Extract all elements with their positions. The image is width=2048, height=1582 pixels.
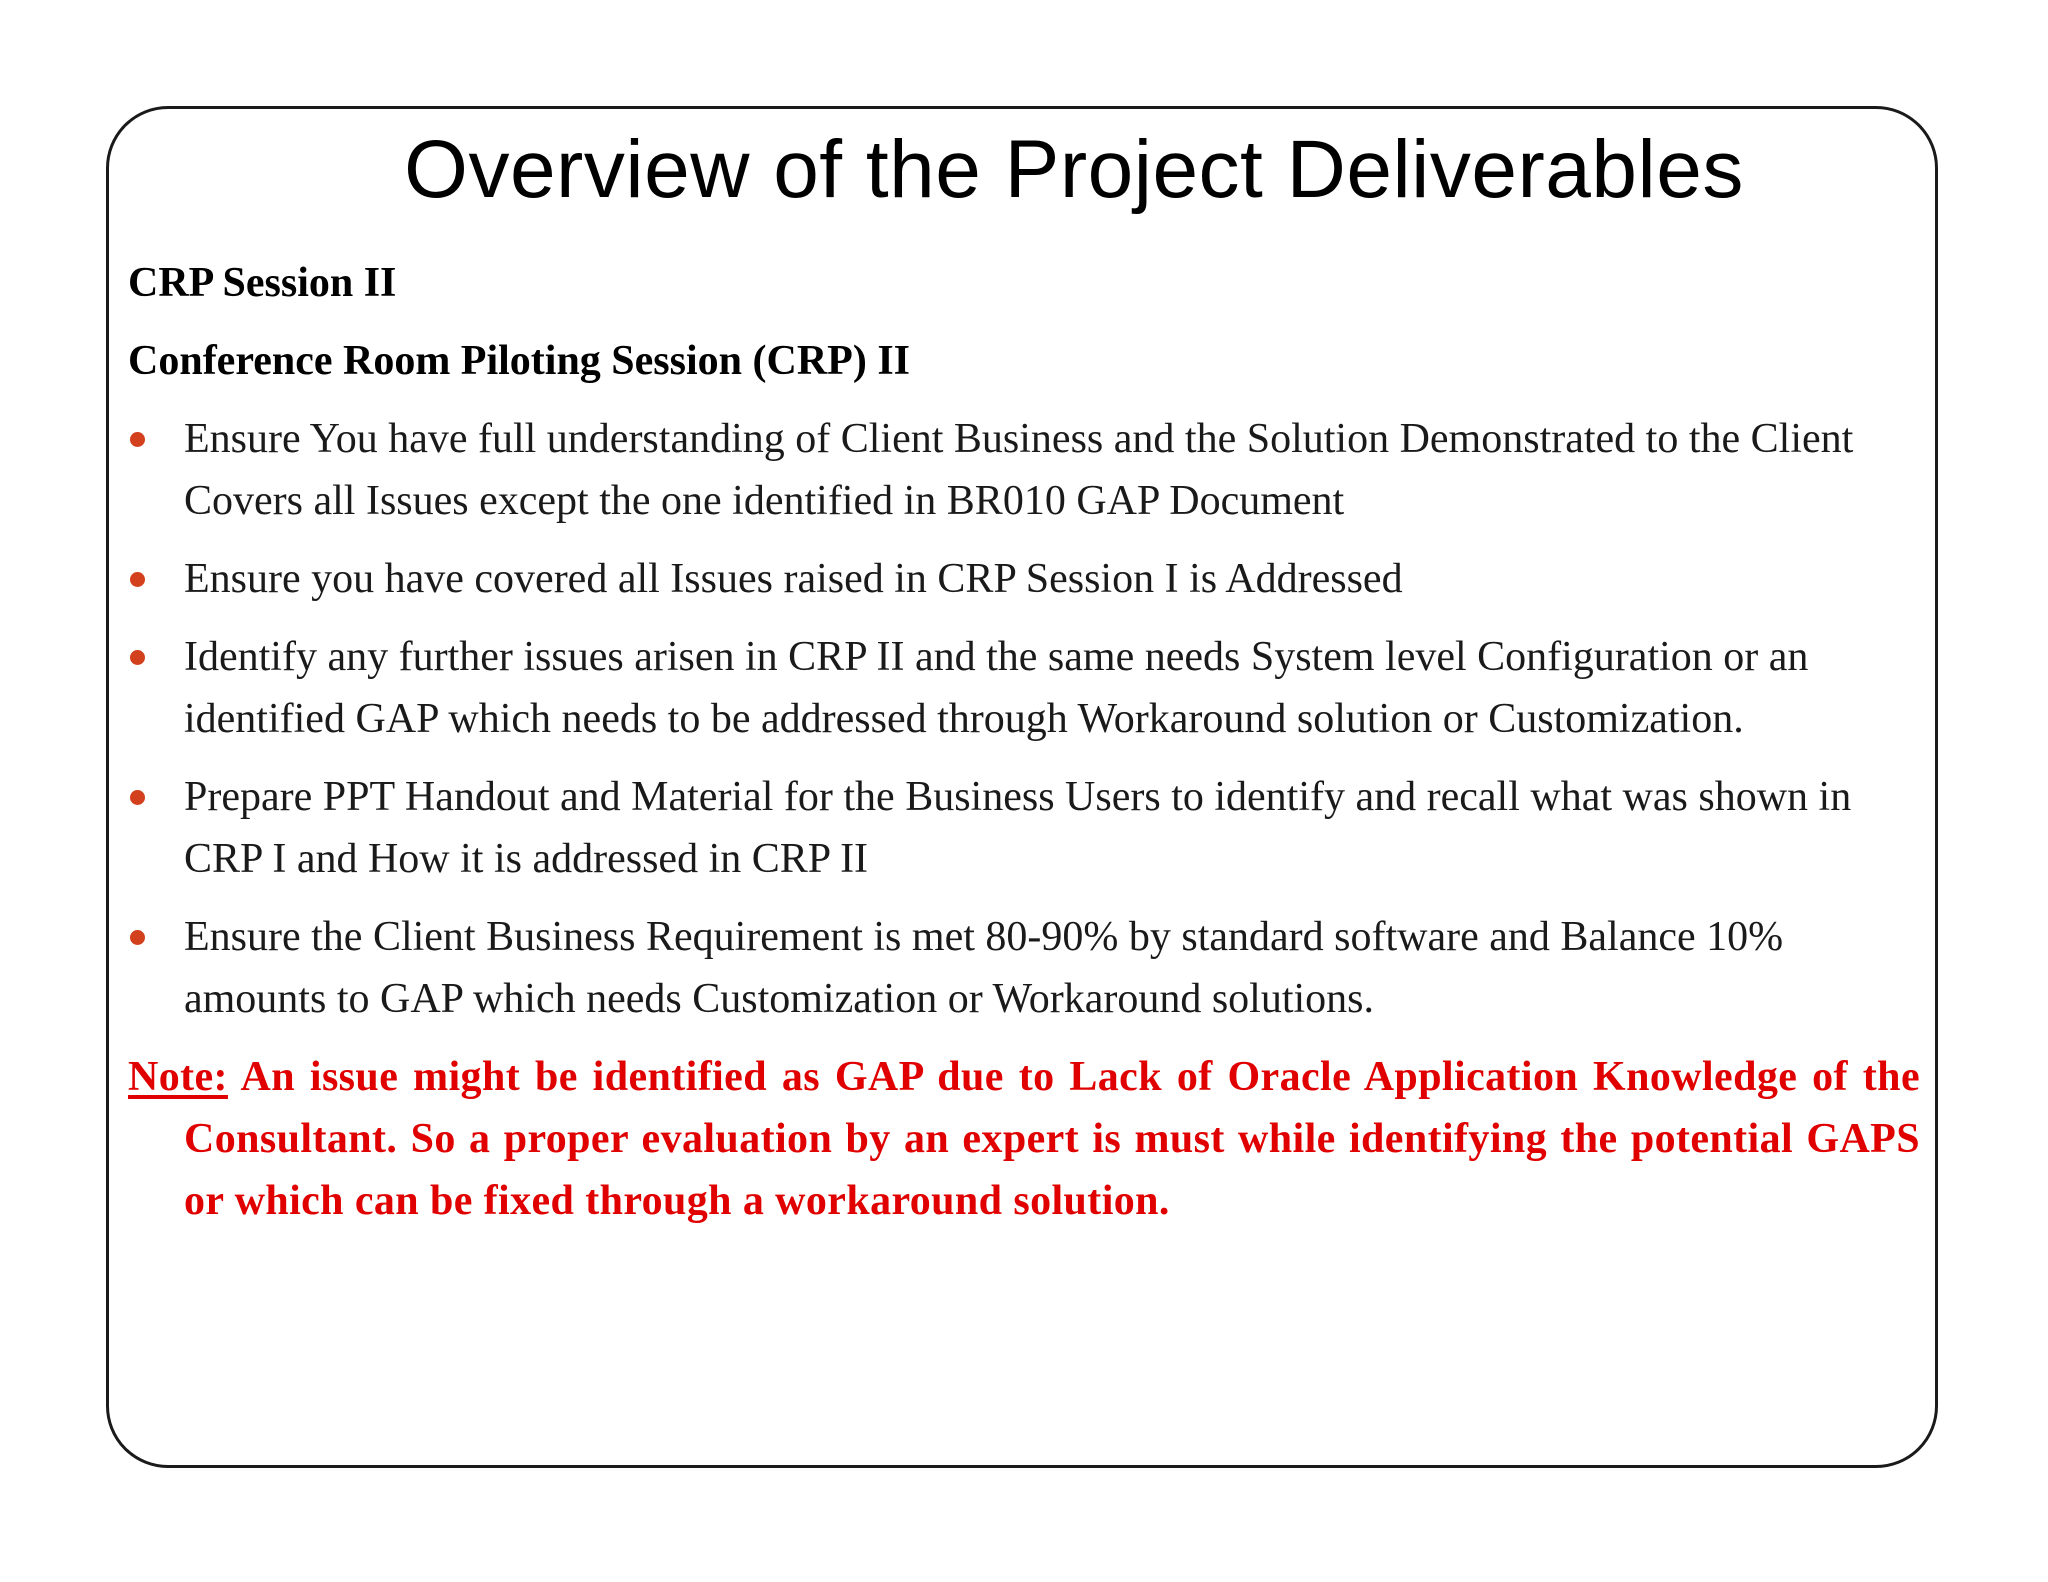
bullet-item <box>128 408 1920 532</box>
bullet-item <box>128 548 1920 610</box>
bullet-text: Prepare PPT Handout and Material for the Business Users to identify and recall what was shown in CRP I and How it is addressed in CRP II <box>184 774 1852 882</box>
note-label: Note: <box>128 1054 228 1100</box>
bullet-text: Identify any further issues arisen in CRP II and the same needs System level Configuration or an identified GAP which needs to be addressed through Workaround solution or Customization. <box>184 634 1809 742</box>
bullet-item <box>128 626 1920 750</box>
slide-content <box>128 252 1920 1232</box>
bullet-text: Ensure the Client Business Requirement is met 80-90% by standard software and Balance 10% amounts to GAP which needs Customization or Workaround solutions. <box>184 914 1784 1022</box>
bullet-text: Ensure You have full understanding of Client Business and the Solution Demonstrated to the Client Covers all Issues except the one identified in BR010 GAP Document <box>184 416 1854 524</box>
slide-title: Overview of the Project Deliverables <box>404 124 1744 215</box>
bullet-dot-icon <box>130 432 145 447</box>
bullet-dot-icon <box>130 650 145 665</box>
note-text: An issue might be identified as GAP due to Lack of Oracle Application Knowledge of the Consultant. So a proper evaluation by an expert is must while identifying the potential GAPS or which can be fixed through a workaround solution. <box>184 1054 1920 1224</box>
bullet-dot-icon <box>130 790 145 805</box>
bullet-item <box>128 906 1920 1030</box>
bullet-dot-icon <box>130 572 145 587</box>
bullet-item <box>128 766 1920 890</box>
note-paragraph <box>128 1046 1920 1232</box>
section-heading: CRP Session II <box>128 260 397 306</box>
bullet-dot-icon <box>130 930 145 945</box>
section-subheading: Conference Room Piloting Session (CRP) II <box>128 338 911 384</box>
bullet-list <box>128 408 1920 1030</box>
bullet-text: Ensure you have covered all Issues raised in CRP Session I is Addressed <box>184 556 1403 602</box>
